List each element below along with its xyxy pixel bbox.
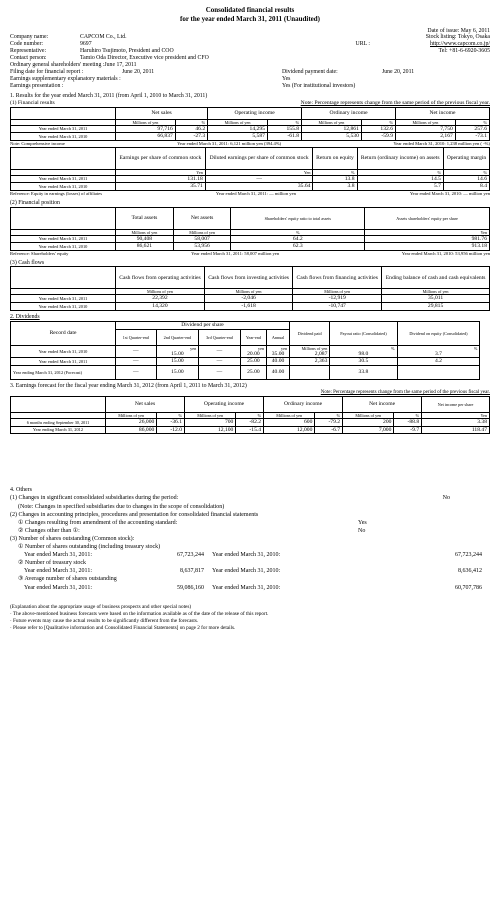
- col-ending-cash: Ending balance of cash and cash equivalents: [382, 267, 490, 289]
- col-annual: Annual: [267, 329, 290, 345]
- cell: -36.1: [157, 418, 185, 426]
- unit: Yen: [422, 412, 490, 418]
- cell: —: [116, 358, 157, 366]
- others-l2b-value: No: [358, 527, 366, 534]
- unit-pct: %: [455, 119, 489, 125]
- row-label: Year ended March 31, 2010: [11, 133, 116, 141]
- cell: -73.1: [455, 133, 489, 141]
- table-row: [11, 426, 490, 434]
- comp-note: Note: Comprehensive income: [10, 141, 65, 147]
- cell: 86,000: [106, 426, 157, 434]
- cell-value: 3.7: [434, 350, 442, 357]
- company-label: Company name:: [10, 34, 49, 41]
- note-line: · Future events may cause the actual results to be significantly different from the forecasts.: [10, 618, 199, 625]
- unit: Millions of yen: [116, 229, 174, 235]
- col-net-sales: Net sales: [116, 107, 208, 119]
- forecast-table: [10, 396, 490, 434]
- cell: -1,618: [204, 303, 292, 311]
- financial-position-heading: (2) Financial position: [10, 199, 60, 206]
- title-line-2: for the year ended March 31, 2011 (Unaudited): [180, 14, 320, 23]
- per-share-table: [10, 147, 490, 191]
- table-row: [11, 235, 490, 243]
- col-net-income-per-share: Net income per share: [422, 396, 490, 412]
- col-net-income: Net income: [396, 107, 490, 119]
- unit: Millions of yen: [116, 119, 176, 125]
- cell: 97,716: [116, 125, 176, 133]
- unit: Millions of yen: [343, 412, 394, 418]
- cell: [267, 345, 290, 358]
- cell: 25.00: [240, 358, 266, 366]
- corner-cell: [11, 147, 116, 169]
- unit: Millions of yen: [293, 289, 382, 295]
- corner-cell: [11, 396, 106, 412]
- cell: 40.00: [267, 365, 290, 379]
- dividend-label: Dividend payment date:: [282, 69, 338, 76]
- col-dividend-on-equity: Dividend on equity (Consolidated): [397, 321, 480, 345]
- cell: —: [199, 358, 241, 366]
- row-label: Year ended March 31, 2010: [11, 243, 116, 251]
- dividend-date: June 20, 2011: [382, 69, 415, 76]
- note-line: · The above-mentioned business forecasts were based on the information available as of the date of the release of this report.: [10, 610, 269, 617]
- unit-pct: %: [315, 412, 343, 418]
- col-investing-cf: Cash flows from investing activities: [204, 267, 292, 289]
- cell: 29,815: [382, 303, 490, 311]
- dividends-table: [10, 321, 480, 380]
- others-heading: 4. Others: [10, 487, 32, 494]
- others-l2a-value: Yes: [358, 519, 367, 526]
- shareholders-meeting: Ordinary general shareholders' meeting :June 17, 2011: [10, 62, 137, 69]
- col-ordinary-income: Ordinary income: [302, 107, 396, 119]
- cell: 46.2: [175, 125, 207, 133]
- financial-results-table: [10, 107, 490, 141]
- cell: —: [199, 345, 241, 358]
- share-count: 60,707,786: [455, 584, 482, 591]
- unit: yen: [190, 345, 197, 351]
- year-label: Year ended March 31, 2010:: [212, 568, 281, 575]
- others-section: [10, 486, 490, 632]
- row-label: Year ended March 31, 2010: [11, 345, 116, 358]
- comp-note-2011: Year ended March 31, 2011: 6,121 million yen (394.4%): [177, 141, 282, 147]
- cell: 5,530: [302, 133, 362, 141]
- ref-note: Reference: Equity in earnings (losses) of affiliates: [10, 191, 103, 197]
- others-l1: (1) Changes in significant consolidated subsidiaries during the period:: [10, 495, 179, 502]
- cell: 40.00: [267, 358, 290, 366]
- unit: %: [313, 169, 357, 175]
- cell: 200: [343, 418, 394, 426]
- unit: Millions of yen: [185, 412, 236, 418]
- cell: -6.7: [315, 426, 343, 434]
- cell: 12,100: [185, 426, 236, 434]
- cell: 132.6: [361, 125, 395, 133]
- share-count: 59,086,160: [177, 584, 204, 591]
- col-total-assets: Total assets: [116, 207, 174, 229]
- table-row: [11, 303, 490, 311]
- cell: 25.00: [240, 365, 266, 379]
- cell: 600: [264, 418, 315, 426]
- col-record-date: Record date: [11, 321, 116, 345]
- col-operating-margin: Operating margin: [443, 147, 489, 169]
- blank-gap: [10, 434, 490, 486]
- note-heading: (Explanation about the appropriate usage of business prospects and other special notes): [10, 603, 192, 610]
- cell: 7,000: [343, 426, 394, 434]
- cell: -27.3: [175, 133, 207, 141]
- unit-pct: %: [361, 119, 395, 125]
- col-payout-ratio: Payout ratio (Consolidated): [330, 321, 397, 345]
- cell: 66,837: [116, 133, 176, 141]
- table-row: [11, 243, 490, 251]
- unit: Millions of yen: [382, 289, 490, 295]
- cell: 3.38: [422, 418, 490, 426]
- cell: 35,011: [382, 295, 490, 303]
- year-label: Year ended March 31, 2011:: [24, 584, 92, 591]
- comp-note-2010: Year ended March 31, 2010: 1,238 million yen ( -%): [393, 141, 490, 147]
- cell: [330, 345, 397, 358]
- ref-note-2011: Year ended March 31, 2011: 58,007 million yen: [191, 251, 280, 256]
- col-operating-cf: Cash flows from operating activities: [116, 267, 205, 289]
- supp-label: Earnings supplementary explanatory materials :: [10, 76, 121, 83]
- company-url-link[interactable]: http://www.capcom.co.jp/: [430, 41, 490, 48]
- ref-note: Reference: Shareholders' equity: [10, 251, 69, 256]
- cell: 62.3: [231, 243, 365, 251]
- pres-value: Yes (For institutional investors): [282, 83, 356, 90]
- year-label: Year ended March 31, 2011:: [24, 552, 92, 559]
- ref-note-2011: Year ended March 31, 2011: — million yen: [215, 191, 296, 197]
- cell: 30.5: [330, 358, 397, 366]
- company-name: CAPCOM Co., Ltd.: [80, 34, 127, 41]
- table-row: [11, 133, 490, 141]
- contact-label: Contact person:: [10, 55, 47, 62]
- pres-label: Earnings presentation :: [10, 83, 64, 90]
- date-of-issue: Date of issue: May 6, 2011: [427, 27, 490, 34]
- cell: 12,000: [264, 426, 315, 434]
- special-notes: [10, 604, 490, 633]
- col-dividend-per-share: Dividend per share: [116, 321, 290, 329]
- col-operating-income: Operating income: [185, 396, 264, 412]
- unit-pct: %: [394, 412, 422, 418]
- share-count: 8,637,817: [180, 568, 204, 575]
- share-count: 67,723,244: [177, 552, 204, 559]
- supp-value: Yes: [282, 76, 291, 83]
- col-eps: Earnings per share of common stock: [116, 147, 206, 169]
- contact-person: Tamio Oda Director, Executive vice president and CFO: [80, 55, 209, 62]
- unit: Millions of yen: [396, 119, 456, 125]
- cell-value: 15.00: [171, 350, 184, 357]
- title-line-1: Consolidated financial results: [205, 6, 295, 14]
- unit: %: [443, 169, 489, 175]
- cell-value: 98.0: [358, 350, 369, 357]
- cell: 8.4: [443, 183, 489, 191]
- cell: 14,320: [116, 303, 205, 311]
- filing-date: June 20, 2011: [122, 69, 155, 76]
- unit: %: [357, 169, 443, 175]
- cell: —: [205, 175, 313, 183]
- col-q2: 2nd Quarter-end: [156, 329, 199, 345]
- row-label: Year ending March 31, 2012 (Forecast): [11, 365, 116, 379]
- telephone: Tel: +81-6-6920-3605: [438, 48, 490, 55]
- unit: %: [391, 345, 395, 351]
- cell: 155.8: [267, 125, 301, 133]
- cell-value: 20.00: [247, 350, 260, 357]
- section-1-heading: 1. Results for the year ended March 31, 2011 (from April 1, 2010 to March 31, 2011): [10, 93, 208, 100]
- cell: 13.8: [313, 175, 357, 183]
- col-q1: 1st Quarter-end: [116, 329, 157, 345]
- cell: —: [199, 365, 241, 379]
- col-year-end: Year-end: [240, 329, 266, 345]
- cell: 35.64: [205, 183, 313, 191]
- cell: 4.2: [397, 358, 480, 366]
- cell: 15.00: [156, 358, 199, 366]
- unit: %: [231, 229, 365, 235]
- col-equity-ratio: Shareholders' equity ratio to total assets: [231, 207, 365, 229]
- col-diluted-eps: Diluted earnings per share of common stock: [205, 147, 313, 169]
- year-label: Year ended March 31, 2011:: [24, 568, 92, 575]
- cell: -2,046: [204, 295, 292, 303]
- table-row: [11, 345, 480, 358]
- representative: Haruhiro Tsujimoto, President and COO: [80, 48, 174, 55]
- cell: 3.8: [313, 183, 357, 191]
- cell: [290, 365, 330, 379]
- others-l2b: ② Changes other than ①:: [18, 527, 80, 534]
- cell: 5.7: [357, 183, 443, 191]
- table-row: [11, 365, 480, 379]
- cell: 7,750: [396, 125, 456, 133]
- col-roe: Return on equity: [313, 147, 357, 169]
- cell: 64.2: [231, 235, 365, 243]
- table-row: [11, 358, 480, 366]
- cell: 33.8: [330, 365, 397, 379]
- cell: -12.0: [157, 426, 185, 434]
- cell: 14.6: [443, 175, 489, 183]
- note-line: · Please refer to [Qualitative information and Consolidated Financial Statements] on page 2 for more details.: [10, 625, 236, 632]
- cell: -79.2: [315, 418, 343, 426]
- col-net-sales: Net sales: [106, 396, 185, 412]
- cell: 2,167: [396, 133, 456, 141]
- unit: Millions of yen: [264, 412, 315, 418]
- document-page: [10, 0, 490, 633]
- cell: [156, 345, 199, 358]
- unit: yen: [281, 345, 288, 351]
- cell: -9.7: [394, 426, 422, 434]
- cell: 118.47: [422, 426, 490, 434]
- stock-listing: Stock listing: Tokyo, Osaka: [425, 34, 490, 41]
- cell: —: [116, 345, 157, 358]
- unit: Yen: [365, 229, 490, 235]
- row-label: Year ended March 31, 2010: [11, 303, 116, 311]
- cell: -59.9: [361, 133, 395, 141]
- cell: -12,919: [293, 295, 382, 303]
- row-label: Year ended March 31, 2010: [11, 183, 116, 191]
- corner-cell: [11, 267, 116, 289]
- corner-cell: [11, 107, 116, 119]
- issue-info: [10, 28, 490, 35]
- dividends-heading: 2. Dividends: [10, 313, 40, 320]
- financial-results-heading: (1) Financial results: [10, 100, 55, 107]
- row-label: Year ended March 31, 2011: [11, 175, 116, 183]
- cash-flows-table: [10, 266, 490, 310]
- unit: Millions of yen: [204, 289, 292, 295]
- cash-flows-heading: (3) Cash flows: [10, 259, 45, 266]
- cell: 58,007: [173, 235, 231, 243]
- table-row: [11, 125, 490, 133]
- corner-cell: [11, 207, 116, 229]
- row-label: Year ended March 31, 2011: [11, 125, 116, 133]
- unit-pct: %: [267, 119, 301, 125]
- cell: -15.4: [236, 426, 264, 434]
- cell: —: [116, 365, 157, 379]
- cell: 26,000: [106, 418, 157, 426]
- row-label: Year ending March 31, 2012: [11, 426, 106, 434]
- unit: yen: [257, 345, 265, 351]
- others-l3a: ① Number of shares outstanding (including treasury stock): [18, 544, 161, 551]
- company-info: [10, 34, 490, 90]
- unit: Yen: [205, 169, 313, 175]
- pct-note: Note: Percentage represents change from the same period of the previous fiscal year.: [300, 100, 490, 107]
- others-l3b: ② Number of treasury stock: [18, 560, 87, 567]
- row-label: Year ended March 31, 2011: [11, 295, 116, 303]
- ref-note-2010: Year ended March 31, 2010: — million yen: [409, 191, 490, 197]
- unit: %: [473, 345, 478, 351]
- cell: 5,587: [208, 133, 268, 141]
- cell: 700: [185, 418, 236, 426]
- share-count: 8,636,412: [458, 568, 482, 575]
- unit-pct: %: [236, 412, 264, 418]
- cell: 14.5: [357, 175, 443, 183]
- unit: Millions of yen: [116, 289, 205, 295]
- unit: Yen: [116, 169, 206, 175]
- table-row: [11, 418, 490, 426]
- cell: 131.18: [116, 175, 206, 183]
- year-label: Year ended March 31, 2010:: [212, 584, 281, 591]
- cell: [240, 345, 266, 358]
- cell: -82.2: [236, 418, 264, 426]
- ref-note-2010: Year ended March 31, 2010: 53,956 million yen: [401, 251, 490, 256]
- col-operating-income: Operating income: [208, 107, 302, 119]
- unit: Millions of yen: [301, 345, 328, 351]
- cell-value: 2,087: [314, 350, 328, 357]
- code-label: Code number:: [10, 41, 44, 48]
- cell: 12,861: [302, 125, 362, 133]
- url-label: URL :: [355, 41, 370, 48]
- unit: Millions of yen: [208, 119, 268, 125]
- col-q3: 3rd Quarter-end: [199, 329, 241, 345]
- row-label: Year ended March 31, 2011: [11, 358, 116, 366]
- col-dividend-paid: Dividend paid: [290, 321, 330, 345]
- unit-pct: %: [175, 119, 207, 125]
- cell: 981.76: [365, 235, 490, 243]
- cell: 2,363: [290, 358, 330, 366]
- cell: 53,956: [173, 243, 231, 251]
- forecast-heading: 3. Earnings forecast for the fiscal year ending March 31, 2012 (from April 1, 2011 to March 31, 2012): [10, 382, 247, 389]
- cell: 35.71: [116, 183, 206, 191]
- cell: 90,408: [116, 235, 174, 243]
- rep-label: Representative:: [10, 48, 47, 55]
- cell: 14,295: [208, 125, 268, 133]
- col-net-income: Net income: [343, 396, 422, 412]
- cell: [290, 345, 330, 358]
- table-row: [11, 295, 490, 303]
- cell: [397, 365, 480, 379]
- cell: -61.8: [267, 133, 301, 141]
- pct-note: Note: Percentage represents change from the same period of the previous fiscal year.: [320, 389, 490, 395]
- cell-value: 35.00: [271, 350, 285, 357]
- col-financing-cf: Cash flows from financing activities: [293, 267, 382, 289]
- unit: Millions of yen: [106, 412, 157, 418]
- year-label: Year ended March 31, 2010:: [212, 552, 281, 559]
- others-l1-note: (Note: Changes in specified subsidiaries due to changes in the scope of consolidation): [18, 503, 225, 510]
- col-ordinary-income: Ordinary income: [264, 396, 343, 412]
- table-row: [11, 175, 490, 183]
- code-number: 9697: [80, 41, 92, 48]
- col-net-assets: Net assets: [173, 207, 231, 229]
- cell: 15.00: [156, 365, 199, 379]
- others-l2: (2) Changes in accounting principles, procedures and presentation for consolidated financial statements: [10, 511, 259, 518]
- financial-position-table: [10, 207, 490, 251]
- col-roa: Return (ordinary income) on assets: [357, 147, 443, 169]
- unit: Millions of yen: [302, 119, 362, 125]
- cell: [397, 345, 480, 358]
- others-l1-value: No: [442, 495, 450, 502]
- cell: -10,747: [293, 303, 382, 311]
- others-l3: (3) Number of shares outstanding (Common stock):: [10, 535, 135, 542]
- cell: 86,621: [116, 243, 174, 251]
- cell: 257.6: [455, 125, 489, 133]
- unit-pct: %: [157, 412, 185, 418]
- share-count: 67,723,244: [455, 552, 482, 559]
- doc-title: [10, 6, 490, 24]
- cell: 22,392: [116, 295, 205, 303]
- unit: Millions of yen: [173, 229, 231, 235]
- row-label: Year ended March 31, 2011: [11, 235, 116, 243]
- cell: 913.18: [365, 243, 490, 251]
- filing-label: Filing date for financial report :: [10, 69, 84, 76]
- table-row: [11, 183, 490, 191]
- others-l3c: ③ Average number of shares outstanding: [18, 576, 117, 583]
- others-l2a: ① Changes resulting from amendment of the accounting standard:: [18, 519, 178, 526]
- row-label: 6 months ending September 30, 2011: [11, 418, 106, 426]
- cell: -88.8: [394, 418, 422, 426]
- col-equity-per-share: Assets shareholders' equity per share: [365, 207, 490, 229]
